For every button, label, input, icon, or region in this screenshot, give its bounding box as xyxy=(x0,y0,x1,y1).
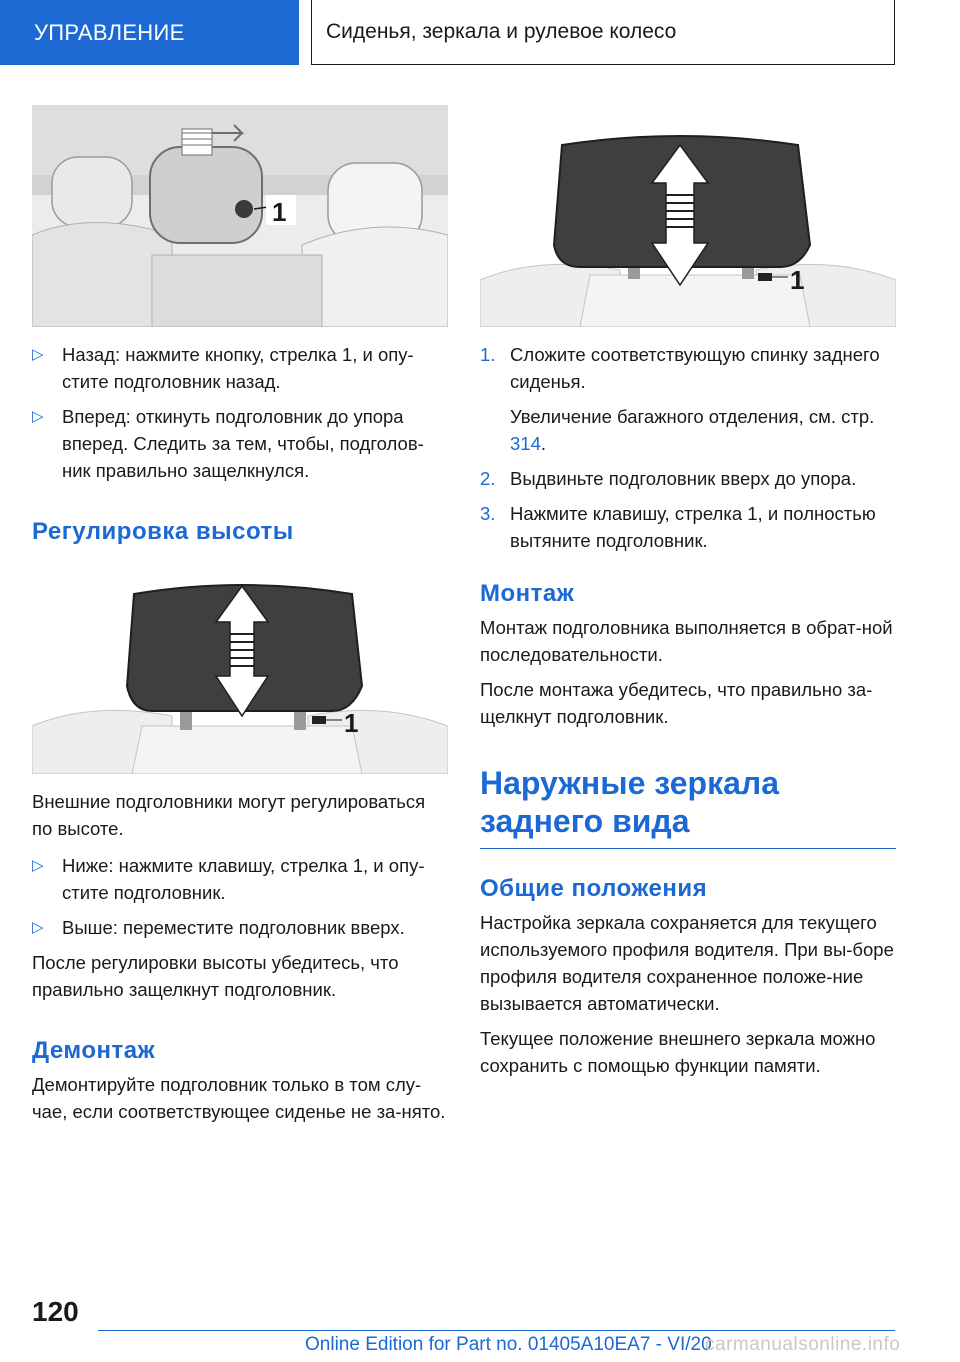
triangle-bullet-icon: ▷ xyxy=(32,346,44,363)
figure-callout-label: 1 xyxy=(790,265,805,295)
footer-rule xyxy=(98,1330,895,1331)
headrest-tilt-figure xyxy=(32,105,448,327)
list-item: ▷ Ниже: нажмите клавишу, стрелка 1, и опу-стите подголовник. xyxy=(32,852,448,906)
chapter-heading-mirrors: Наружные зеркала заднего вида xyxy=(480,765,780,839)
figure-callout-label: 1 xyxy=(272,197,287,227)
section-heading-dismount: Демонтаж xyxy=(32,1037,156,1064)
section-heading-general: Общие положения xyxy=(480,875,708,902)
list-item: ▷ Вперед: откинуть подголовник до упора вперед. Следить за тем, чтобы, подголов-ник правильно защелкнулся. xyxy=(32,403,448,484)
section-heading-height: Регулировка высоты xyxy=(32,518,294,545)
triangle-bullet-icon: ▷ xyxy=(32,857,44,874)
section-heading-mount: Монтаж xyxy=(480,580,575,607)
chapter-header xyxy=(311,0,895,65)
right-column xyxy=(480,105,896,1079)
edition-info: Online Edition for Part no. 01405A10EA7 - VI/20 xyxy=(305,1334,712,1355)
list-item: 3. Нажмите клавишу, стрелка 1, и полностью вытяните подголовник. xyxy=(480,503,876,551)
section-tab xyxy=(0,0,299,65)
chapter-title: Сиденья, зеркала и рулевое колесо xyxy=(326,20,677,43)
removal-steps xyxy=(480,341,896,554)
page-number: 120 xyxy=(32,1296,79,1327)
left-column xyxy=(32,105,448,1125)
headrest-remove-figure xyxy=(480,105,896,327)
page-link[interactable]: 314 xyxy=(510,433,541,454)
dismount-description: Демонтируйте подголовник только в том слу-чае, если соответствующее сиденье не за-нято. xyxy=(32,1074,446,1122)
list-item: ▷ Выше: переместите подголовник вверх. xyxy=(32,914,448,941)
height-after-note: После регулировки высоты убедитесь, что правильно защелкнут подголовник. xyxy=(32,952,399,1000)
general-description: Настройка зеркала сохраняется для текущего используемого профиля водителя. При вы-боре профиля водителя сохраненное положе-ние вызывается автоматически. xyxy=(480,912,894,1014)
mount-description: Монтаж подголовника выполняется в обрат-ной последовательности. xyxy=(480,617,893,665)
section-title: УПРАВЛЕНИЕ xyxy=(34,19,185,45)
triangle-bullet-icon: ▷ xyxy=(32,408,44,425)
triangle-bullet-icon: ▷ xyxy=(32,919,44,936)
mount-note: После монтажа убедитесь, что правильно за-щелкнут подголовник. xyxy=(480,679,873,727)
height-bullet-list xyxy=(32,852,448,941)
list-item: ▷ Назад: нажмите кнопку, стрелка 1, и опу-стите подголовник назад. xyxy=(32,341,448,395)
list-item: 2. Выдвиньте подголовник вверх до упора. xyxy=(480,468,857,489)
watermark: carmanualsonline.info xyxy=(705,1334,901,1355)
general-memory-note: Текущее положение внешнего зеркала можно сохранить с помощью функции памяти. xyxy=(480,1028,876,1076)
list-item: 1. Сложите соответствующую спинку заднего сиденья. Увеличение багажного отделения, см. стр. 314. xyxy=(480,344,880,454)
height-description: Внешние подголовники могут регулироваться по высоте. xyxy=(32,791,426,839)
tilt-bullet-list xyxy=(32,341,448,484)
figure-callout-label: 1 xyxy=(344,708,359,738)
headrest-height-figure xyxy=(32,576,448,774)
